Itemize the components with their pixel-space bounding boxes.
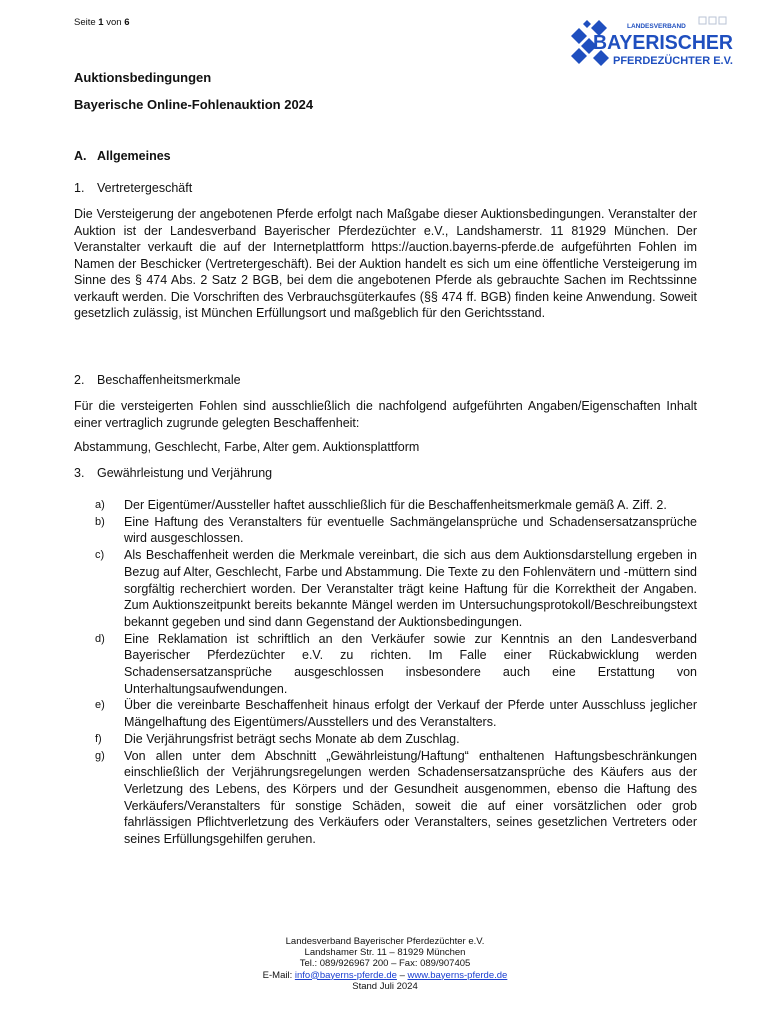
crown-icon xyxy=(699,17,726,24)
footer-org: Landesverband Bayerischer Pferdezüchter e.V. xyxy=(285,936,485,947)
logo-main-text: BAYERISCHER xyxy=(593,32,734,54)
section-1-heading: 1. Vertretergeschäft xyxy=(74,181,193,195)
list-item: d) Eine Reklamation ist schriftlich an den Verkäufer sowie zur Kenntnis an den Landesverband Bayerischer Pferdezüchter e.V. zu richten. Im Falle einer Rückabwicklung werden Schadensersatzansprüche ausgeschlossen insbesondere auch eine Erstattung von Unterhaltungsaufwendungen. xyxy=(95,631,697,696)
website-link[interactable]: www.bayerns-pferde.de xyxy=(407,969,508,981)
logo-small-text: LANDESVERBAND xyxy=(627,23,686,30)
section-1-text: Die Versteigerung der angebotenen Pferde erfolgt nach Maßgabe dieser Auktionsbedingungen. Veranstalter der Auktion ist der Landesverband Bayerischer Pferdezüchter e.V., Landshamerstr. 11 81929 München. Der Veranstalter verkauft die auf der Internetplattform https://auction.bayerns-pferde.de aufgeführten Fohlen im Namen der Beschicker (Vertretergeschäft). Bei der Auktion handelt es sich um eine öffentliche Versteigerung im Sinne des § 474 Abs. 2 Satz 2 BGB, bei dem die angebotenen Pferde als gebrauchte Sachen im Rechtssinne verkauft werden. Die Vorschriften des Verbrauchsgüterkaufes (§§ 474 ff. BGB) finden keine Anwendung. Soweit gesetzlich zulässig, ist München Erfüllungsort und maßgeblich für den Gerichtsstand. xyxy=(74,207,697,320)
footer-phone: Tel.: 089/926967 200 – Fax: 089/907405 xyxy=(299,958,471,970)
section-2-attributes: Abstammung, Geschlecht, Farbe, Alter gem. Auktionsplattform xyxy=(74,440,420,454)
section-2-text: Für die versteigerten Fohlen sind ausschließlich die nachfolgend aufgeführten Angaben/Eigenschaften Inhalt einer vertraglich zugrunde gelegten Beschaffenheit: xyxy=(74,399,697,430)
list-item: a) Der Eigentümer/Aussteller haftet ausschließlich für die Beschaffenheitsmerkmale gemäß A. Ziff. 2. xyxy=(95,498,667,512)
association-logo xyxy=(569,14,735,72)
warranty-list xyxy=(74,497,697,848)
page-number: Seite 1 von 6 xyxy=(74,17,130,28)
list-item: g) Von allen unter dem Abschnitt „Gewährleistung/Haftung“ enthaltenen Haftungsbeschränkungen einschließlich der Verjährungsregelungen werden Schadensersatzansprüche des Käufers aus der Verletzung des Lebens, des Körpers und der Gesundheit ausgenommen, ebenso die Haftung des Verkäufers/Veranstalters für sonstige Schäden, soweit die auf einer vorsätzlichen oder grob fahrlässigen Pflichtverletzung des Verkäufers oder Veranstalters, seines gesetzlichen Vertreters oder seines Erfüllungsgehilfen geruhen. xyxy=(95,748,697,847)
footer-address: Landshamer Str. 11 – 81929 München xyxy=(304,947,466,959)
list-item: e) Über die vereinbarte Beschaffenheit hinaus erfolgt der Verkauf der Pferde unter Ausschluss jeglicher Mängelhaftung des Eigentümers/Ausstellers und des Veranstalters. xyxy=(95,698,697,730)
page-footer xyxy=(0,936,770,992)
document-subtitle: Bayerische Online-Fohlenauktion 2024 xyxy=(74,97,314,112)
section-3-heading: 3. Gewährleistung und Verjährung xyxy=(74,466,273,480)
list-item: b) Eine Haftung des Veranstalters für eventuelle Sachmängelansprüche und Schadensersatzansprüche wird ausgeschlossen. xyxy=(95,514,697,546)
logo-sub-text: PFERDEZÜCHTER E.V. xyxy=(613,55,734,67)
section-2-heading: 2. Beschaffenheitsmerkmale xyxy=(74,373,241,387)
section-a-heading: A. Allgemeines xyxy=(74,149,171,163)
list-item: f) Die Verjährungsfrist beträgt sechs Monate ab dem Zuschlag. xyxy=(95,731,460,746)
email-link[interactable]: info@bayerns-pferde.de xyxy=(294,969,397,981)
footer-date: Stand Juli 2024 xyxy=(352,980,418,992)
footer-contact: E-Mail: info@bayerns-pferde.de – www.bayerns-pferde.de xyxy=(262,969,508,981)
list-item: c) Als Beschaffenheit werden die Merkmale vereinbart, die sich aus dem Auktionsdarstellung ergeben in Bezug auf Alter, Geschlecht, Farbe und Abstammung. Die Texte zu den Fohlenvätern und -müttern sind sorgfältig recherchiert worden. Der Veranstalter trägt keine Haftung für die Korrektheit der Angaben. Zum Auktionszeitpunkt bereits bekannte Mängel werden im Untersuchungsprotokoll/Beschreibungstext bekannt gegeben und sind dann Gegenstand der Auktionsbedingungen. xyxy=(95,548,697,629)
document-title: Auktionsbedingungen xyxy=(74,70,212,85)
